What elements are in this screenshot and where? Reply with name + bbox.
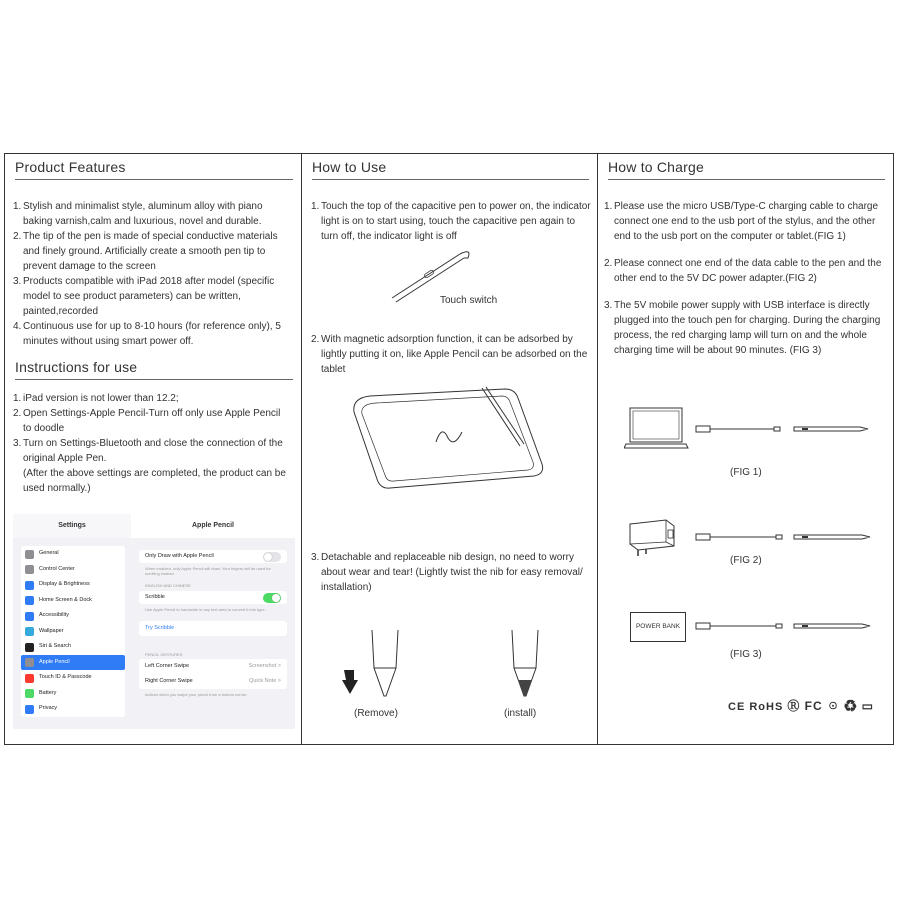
remove-label: (Remove) — [354, 708, 398, 719]
use-step-2 — [311, 332, 593, 377]
list-item: 1. Touch the top of the capacitive pen to power on, the indicator light is on to start using, touch the capacitive pen again to turn off, the indicator light is off — [311, 201, 591, 242]
scribble-row[interactable]: Scribble — [139, 591, 287, 604]
product-features-column — [5, 154, 302, 744]
hand-icon — [25, 705, 34, 714]
instructions-note: (After the above settings are completed, the product can be used normally.) — [23, 468, 286, 494]
how-to-use-column — [302, 154, 598, 744]
fingerprint-icon — [25, 674, 34, 683]
settings-menu — [21, 546, 125, 717]
nib-remove-illustration — [340, 624, 420, 704]
home-screen-icon — [25, 596, 34, 605]
product-features-heading: Product Features — [15, 159, 293, 180]
power-bank-illustration: POWER BANK — [630, 612, 686, 642]
pencil-icon — [25, 658, 34, 667]
sidebar-item-siri[interactable]: Siri & Search — [21, 639, 125, 655]
install-label: (install) — [504, 708, 537, 719]
sidebar-item-apple-pencil[interactable]: Apple Pencil — [21, 655, 125, 671]
fig3-cable-illustration — [694, 618, 884, 634]
sidebar-item-general[interactable]: General — [21, 546, 125, 562]
how-to-charge-heading: How to Charge — [608, 159, 885, 180]
sidebar-item-battery[interactable]: Battery — [21, 686, 125, 702]
list-item: 3. Products compatible with iPad 2018 after model (specific model to see product parameters) can be written, painted,recorded — [13, 276, 275, 317]
left-corner-swipe-row[interactable]: Left Corner Swipe Screenshot > — [145, 663, 281, 669]
how-to-use-heading: How to Use — [312, 159, 589, 180]
sidebar-item-display[interactable]: Display & Brightness — [21, 577, 125, 593]
apple-pencil-panel — [131, 514, 295, 729]
list-item: 1. iPad version is not lower than 12.2; — [13, 393, 179, 404]
display-icon — [25, 581, 34, 590]
switches-icon — [25, 565, 34, 574]
only-draw-toggle[interactable] — [263, 552, 281, 562]
wallpaper-icon — [25, 627, 34, 636]
list-item: 3. The 5V mobile power supply with USB interface is directly plugged into the touch pen for charging. During the charging process, the red charging lamp will turn on and the whole charging time will be about 90 minutes. (FIG 3) — [604, 300, 881, 356]
list-item: 4. Continuous use for up to 8-10 hours (for reference only), 5 minutes without using smart power off. — [13, 321, 281, 347]
fig1-laptop-illustration — [624, 406, 884, 452]
gear-icon — [25, 550, 34, 559]
settings-title: Settings — [13, 514, 131, 538]
scribble-toggle[interactable] — [263, 593, 281, 603]
sidebar-item-touch-id[interactable]: Touch ID & Passcode — [21, 670, 125, 686]
sidebar-item-accessibility[interactable]: Accessibility — [21, 608, 125, 624]
settings-screenshot — [13, 514, 295, 729]
only-draw-caption: When enabled, only Apple Pencil will draw. Your fingers will be used for scrolling instead. — [145, 566, 271, 576]
use-step-3 — [311, 550, 593, 595]
try-scribble-row[interactable]: Try Scribble — [139, 621, 287, 636]
fcc-mark-icon: Ⓡ FC ☉ ♻ ▭ — [787, 699, 875, 713]
features-list — [13, 199, 289, 349]
list-item: 3. Detachable and replaceable nib design, no need to worry about wear and tear! (Lightly twist the nib for easy removal/ installation) — [311, 552, 583, 593]
tablet-magnet-illustration — [350, 384, 550, 494]
accessibility-icon — [25, 612, 34, 621]
fig3-label: (FIG 3) — [730, 649, 762, 660]
fig2-label: (FIG 2) — [730, 555, 762, 566]
sidebar-item-wallpaper[interactable]: Wallpaper — [21, 624, 125, 640]
only-draw-row[interactable]: Only Draw with Apple Pencil — [139, 550, 287, 563]
fig2-adapter-illustration — [626, 518, 886, 558]
list-item: 1. Stylish and minimalist style, aluminum alloy with piano baking varnish,calm and luxurious, novel and durable. — [13, 201, 263, 227]
scribble-caption: Use Apple Pencil to handwrite in any text area to convert it into type. — [145, 607, 266, 612]
list-item: 1. Please use the micro USB/Type-C charging cable to charge connect one end to the usb port of the stylus, and the other end to the usb port on the computer or tablet.(FIG 1) — [604, 201, 879, 242]
sidebar-item-home-screen[interactable]: Home Screen & Dock — [21, 593, 125, 609]
charge-steps — [604, 199, 889, 358]
language-header: ENGLISH AND CHINESE — [145, 583, 191, 588]
nib-install-illustration — [498, 624, 558, 704]
siri-icon — [25, 643, 34, 652]
list-item: 2. With magnetic adsorption function, it can be adsorbed by lightly putting it on, like Apple Pencil can be adsorbed on the tablet — [311, 334, 588, 375]
settings-sidebar — [13, 514, 131, 729]
use-step-1 — [311, 199, 593, 244]
instruction-sheet — [4, 153, 894, 745]
list-item: 2. The tip of the pen is made of special conductive materials and finely ground. Artificially create a smooth pen tip to prevent damage to the screen — [13, 231, 278, 272]
list-item: 2. Open Settings-Apple Pencil-Turn off only use Apple Pencil to doodle — [13, 408, 281, 434]
touch-switch-label: Touch switch — [440, 295, 498, 306]
ce-rohs-text: CE RoHS — [728, 701, 784, 713]
fig1-label: (FIG 1) — [730, 467, 762, 478]
gestures-header: PENCIL GESTURES — [145, 652, 183, 657]
list-item: 2. Please connect one end of the data cable to the pen and the other end to the 5V DC power adapter.(FIG 2) — [604, 258, 882, 284]
sidebar-item-privacy[interactable]: Privacy — [21, 701, 125, 717]
battery-icon — [25, 689, 34, 698]
apple-pencil-title: Apple Pencil — [131, 514, 295, 538]
gestures-card — [139, 659, 287, 689]
how-to-charge-column — [598, 154, 893, 744]
instructions-heading: Instructions for use — [15, 359, 293, 380]
instructions-list — [13, 391, 291, 496]
right-corner-swipe-row[interactable]: Right Corner Swipe Quick Note > — [145, 678, 281, 684]
list-item: 3. Turn on Settings-Bluetooth and close the connection of the original Apple Pen. — [13, 438, 283, 464]
certification-marks — [728, 697, 874, 714]
gestures-caption: Actions when you swipe your pencil from a bottom corner. — [145, 692, 248, 697]
sidebar-item-control-center[interactable]: Control Center — [21, 562, 125, 578]
